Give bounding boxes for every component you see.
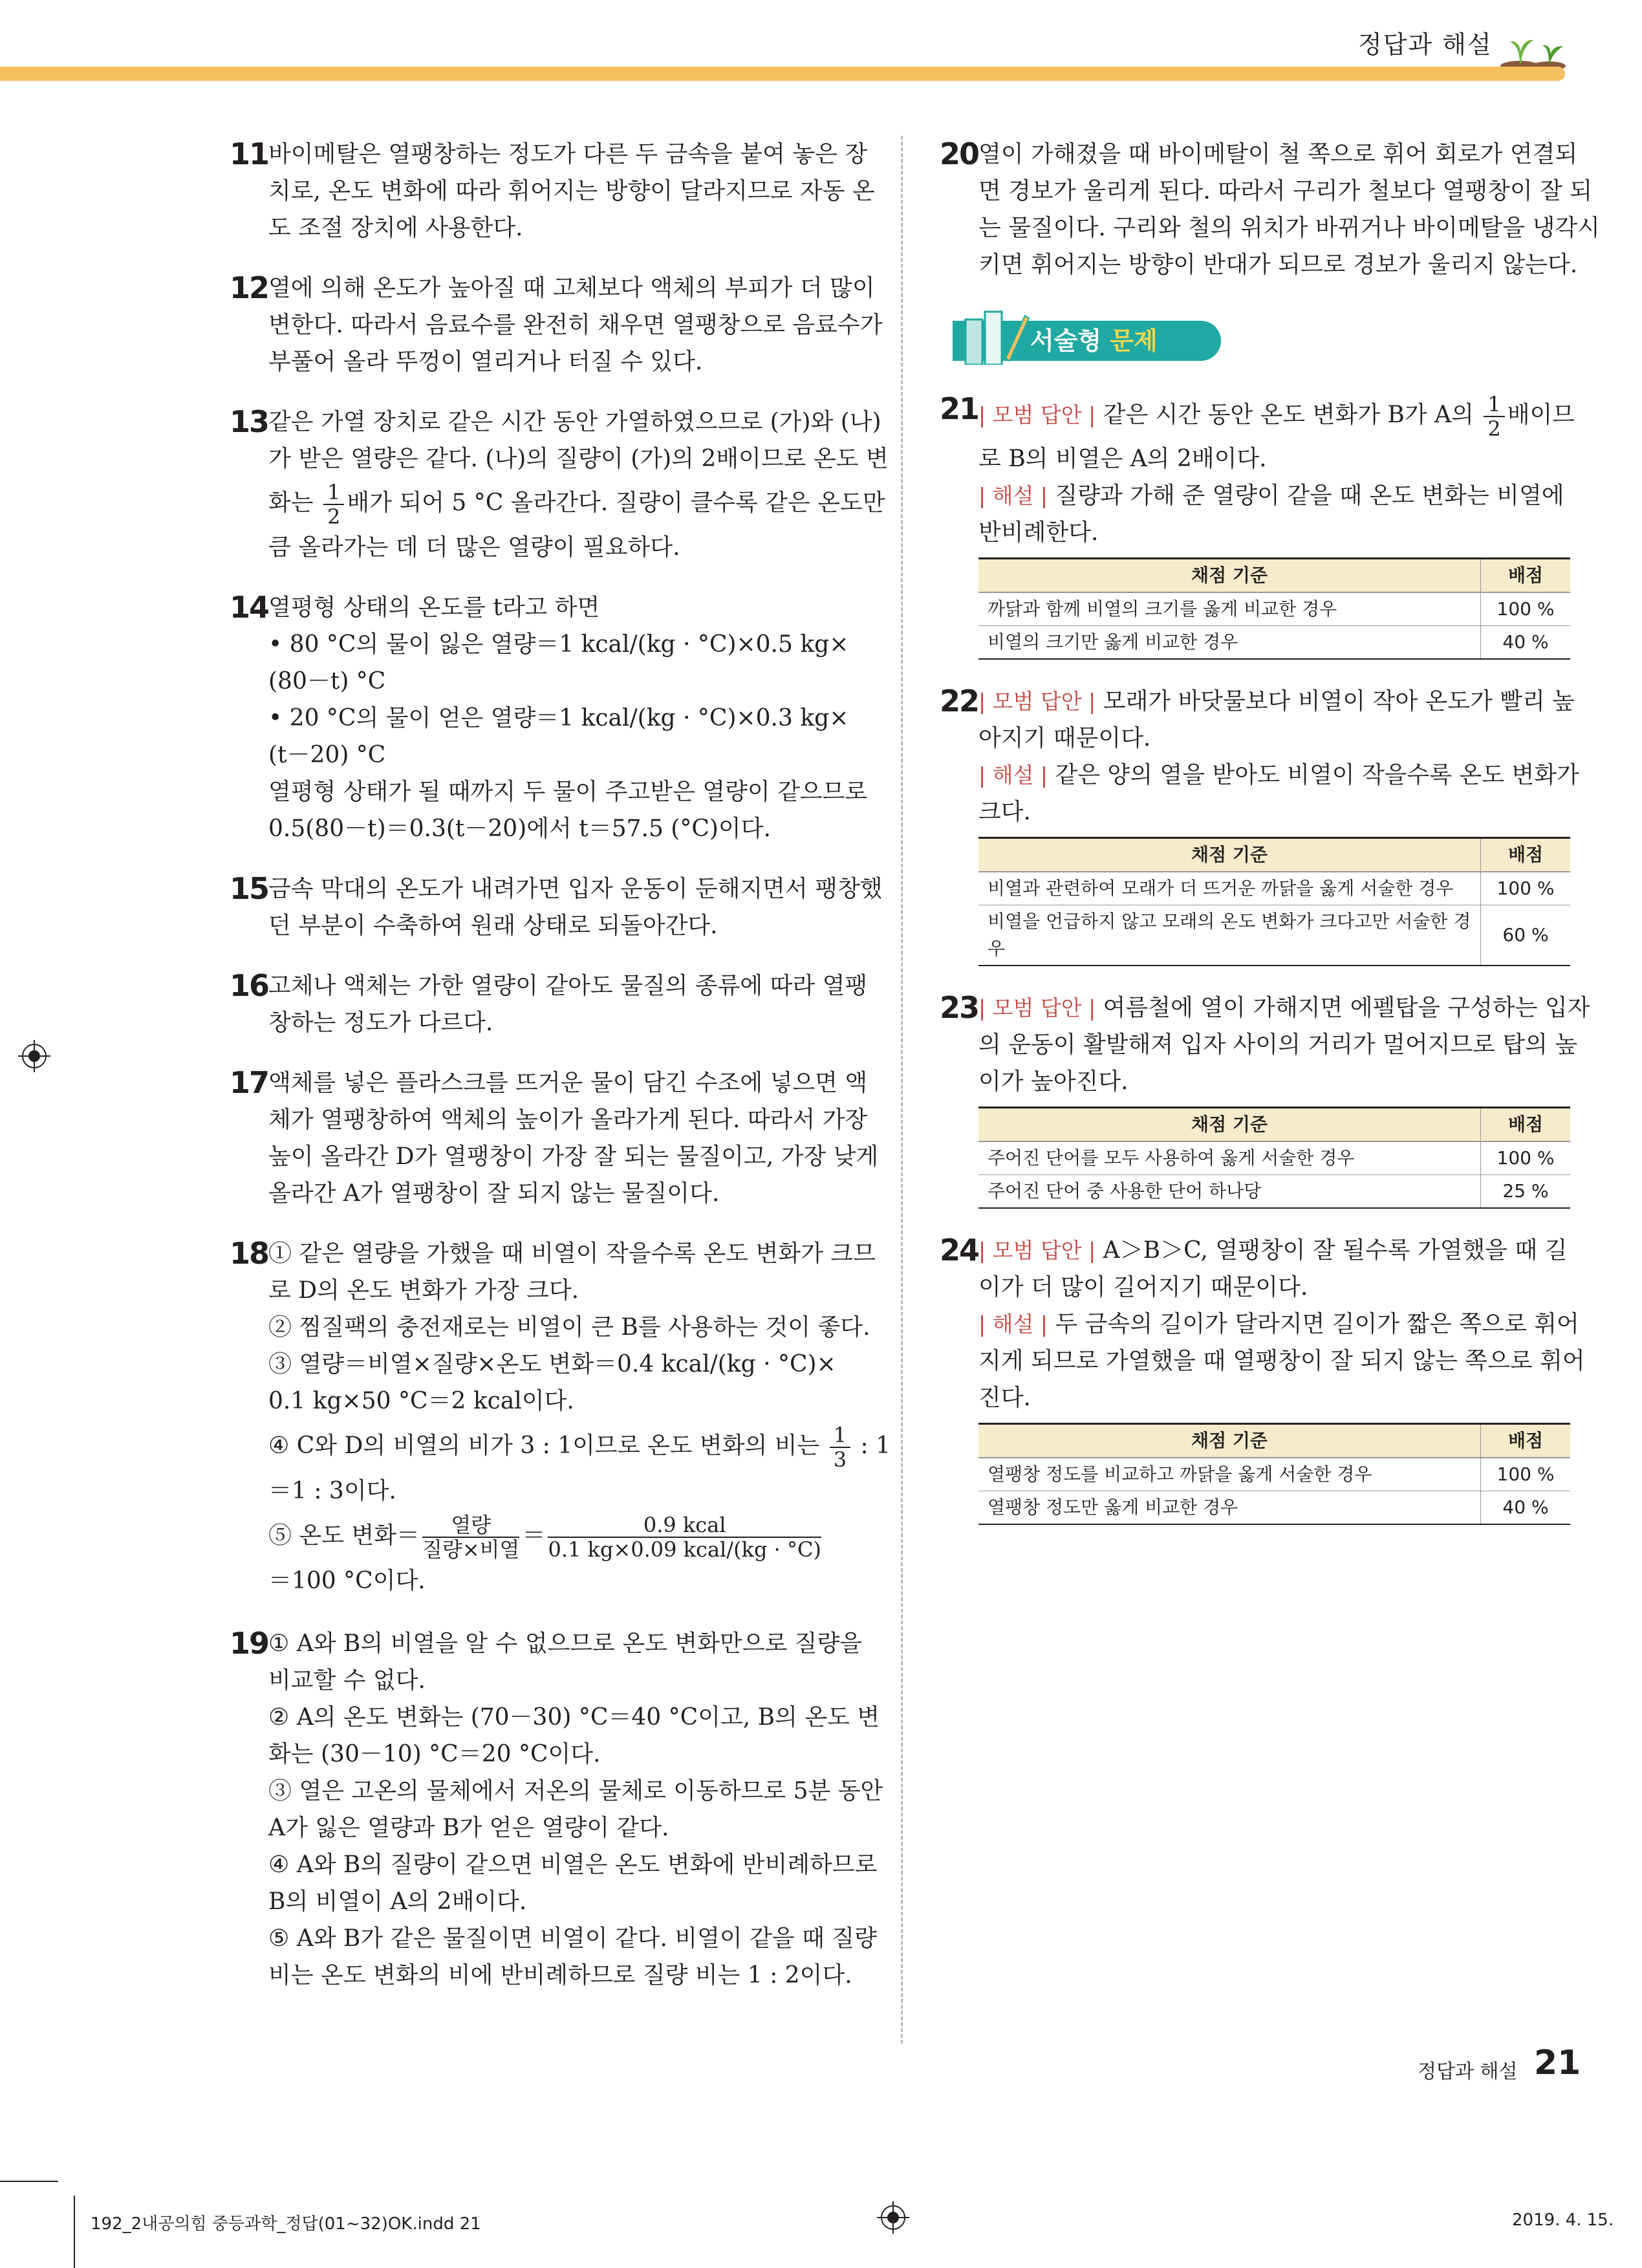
model-answer <box>978 1232 1577 1269</box>
question-number: 15 <box>230 871 269 906</box>
answer-text: 면 경보가 울리게 된다. 따라서 구리가 철보다 열팽창이 잘 되 <box>978 178 1593 204</box>
answer-text: 의 운동이 활발해져 입자 사이의 거리가 멀어지므로 탑의 높 <box>978 1031 1578 1058</box>
answer-22 <box>940 683 1577 830</box>
answer-text: 0.5(80－t)＝0.3(t－20)에서 t＝57.5 (°C)이다. <box>268 815 771 842</box>
fraction <box>830 1423 850 1471</box>
table-row <box>978 626 1570 660</box>
rubric-criteria: 주어진 단어를 모두 사용하여 옳게 서술한 경우 <box>978 1141 1481 1175</box>
fraction-denominator: 3 <box>833 1447 847 1472</box>
rubric-points: 40 % <box>1481 1491 1571 1525</box>
answer-text: ① A와 B의 비열을 알 수 없으므로 온도 변화만으로 질량을 <box>268 1630 863 1657</box>
question-number: 14 <box>230 590 269 625</box>
answer-text: 액체를 넣은 플라스크를 뜨거운 물이 담긴 수조에 넣으면 액 <box>268 1070 868 1096</box>
rubric-points: 60 % <box>1481 905 1571 966</box>
answer-text: 열에 의해 온도가 높아질 때 고체보다 액체의 부피가 더 많이 <box>268 275 875 301</box>
answer-20 <box>940 136 1600 283</box>
question-number: 22 <box>940 684 979 718</box>
answer-text: 도 조절 장치에 사용한다. <box>268 215 523 241</box>
model-answer-tag: | 모범 답안 | <box>978 689 1096 714</box>
table-row <box>978 1141 1570 1175</box>
text-segment: : 1 <box>853 1432 891 1459</box>
answer-text: 로 D의 온도 변화가 가장 크다. <box>268 1277 579 1304</box>
fraction-denominator: 0.1 kg×0.09 kcal/(kg · °C) <box>548 1537 821 1562</box>
fraction-denominator: 2 <box>1487 416 1501 441</box>
fraction <box>548 1513 821 1561</box>
answer-text: ② A의 온도 변화는 (70－30) °C＝40 °C이고, B의 온도 변 <box>268 1704 880 1731</box>
text-segment: A＞B＞C, 열팽창이 잘 될수록 가열했을 때 길 <box>1103 1237 1568 1264</box>
model-answer <box>978 683 1577 720</box>
table-row <box>978 592 1570 626</box>
table-row <box>978 905 1570 966</box>
answer-text: (80－t) °C <box>268 668 386 695</box>
rubric-header-criteria: 채점 기준 <box>978 559 1481 593</box>
answer-23 <box>940 989 1590 1100</box>
pencil-ruler-icon <box>946 307 1030 365</box>
answer-text: ③ 열량＝비열×질량×온도 변화＝0.4 kcal/(kg · °C)× <box>268 1351 836 1377</box>
model-answer-tag: | 모범 답안 | <box>978 995 1096 1021</box>
text-segment: 모래가 바닷물보다 비열이 작아 온도가 빨리 높 <box>1103 688 1575 715</box>
rubric-table-24 <box>978 1423 1570 1525</box>
footer-filename: 192_2내공의힘 중등과학_정답(01~32)OK.indd 21 <box>91 2214 481 2234</box>
explanation <box>978 477 1577 514</box>
text-segment: ⑤ 온도 변화＝ <box>268 1522 420 1549</box>
rubric-points: 100 % <box>1481 872 1571 905</box>
fraction-numerator: 열량 <box>422 1513 519 1538</box>
sprout-icon <box>1497 26 1568 71</box>
rubric-points: 25 % <box>1481 1175 1571 1209</box>
left-column <box>230 136 891 2017</box>
answer-16 <box>230 967 868 1041</box>
answer-text: 변한다. 따라서 음료수를 완전히 채우면 열팽창으로 음료수가 <box>268 312 883 338</box>
text-segment: 배이므 <box>1507 402 1575 428</box>
answer-text: ③ 열은 고온의 물체에서 저온의 물체로 이동하므로 5분 동안 <box>268 1778 883 1804</box>
model-answer-tag: | 모범 답안 | <box>978 1238 1096 1263</box>
answer-text: 는 물질이다. 구리와 철의 위치가 바뀌거나 바이메탈을 냉각시 <box>978 215 1600 241</box>
answer-text: A가 잃은 열량과 B가 얻은 열량이 같다. <box>268 1815 669 1841</box>
text-segment: 같은 양의 열을 받아도 비열이 작을수록 온도 변화가 <box>1055 762 1579 788</box>
answer-text: 열이 가해졌을 때 바이메탈이 철 쪽으로 휘어 회로가 연결되 <box>978 141 1578 167</box>
answer-text: 던 부분이 수축하여 원래 상태로 되돌아간다. <box>268 913 718 939</box>
answer-text: 이가 더 많이 길어지기 때문이다. <box>978 1274 1308 1301</box>
fraction-numerator: 1 <box>323 481 344 505</box>
text-segment: 여름철에 열이 가해지면 에펠탑을 구성하는 입자 <box>1103 995 1590 1021</box>
answer-text: 창하는 정도가 다르다. <box>268 1010 493 1036</box>
question-number: 12 <box>230 270 269 305</box>
rubric-header-points: 배점 <box>1481 838 1571 872</box>
answer-text: 진다. <box>978 1385 1031 1411</box>
section-title-main: 서술형 <box>1030 327 1102 355</box>
answer-text: 가 받은 열량은 같다. (나)의 질량이 (가)의 2배이므로 온도 변 <box>268 446 889 472</box>
answer-text: • 80 °C의 물이 잃은 열량＝1 kcal/(kg · °C)×0.5 kg× <box>268 631 849 658</box>
rubric-header-criteria: 채점 기준 <box>978 1424 1481 1458</box>
question-number: 18 <box>230 1236 269 1271</box>
header-bar <box>0 67 1565 81</box>
answer-text: 열평형 상태의 온도를 t라고 하면 <box>268 594 600 621</box>
table-row <box>978 1458 1570 1491</box>
rubric-points: 100 % <box>1481 1458 1571 1491</box>
answer-text: 열평형 상태가 될 때까지 두 물이 주고받은 열량이 같으므로 <box>268 779 868 805</box>
answer-text: • 20 °C의 물이 얻은 열량＝1 kcal/(kg · °C)×0.3 kg× <box>268 705 849 731</box>
section-title-accent: 문제 <box>1110 327 1158 355</box>
rubric-criteria: 비열과 관련하여 모래가 더 뜨거운 까닭을 옳게 서술한 경우 <box>978 872 1481 905</box>
section-heading <box>940 307 1577 365</box>
explanation-tag: | 해설 | <box>978 762 1048 788</box>
answer-19 <box>230 1625 883 1994</box>
answer-text: 비교할 수 없다. <box>268 1667 426 1694</box>
answer-text: (t－20) °C <box>268 742 386 768</box>
page-number: 21 <box>1534 2044 1581 2082</box>
table-row <box>978 1491 1570 1525</box>
answer-text <box>268 477 885 529</box>
answer-text: ① 같은 열량을 가했을 때 비열이 작을수록 온도 변화가 크므 <box>268 1240 876 1267</box>
answer-17 <box>230 1064 879 1212</box>
rubric-points: 100 % <box>1481 1141 1571 1175</box>
text-segment: 같은 시간 동안 온도 변화가 B가 A의 <box>1103 402 1482 428</box>
answer-text: 로 B의 비열은 A의 2배이다. <box>978 446 1267 472</box>
model-answer <box>978 989 1590 1026</box>
text-segment: 두 금속의 길이가 달라지면 길이가 짧은 쪽으로 휘어 <box>1055 1311 1579 1337</box>
answer-text: 치로, 온도 변화에 따라 휘어지는 방향이 달라지므로 자동 온 <box>268 178 875 204</box>
answer-text: 높이 올라간 D가 열팽창이 가장 잘 되는 물질이고, 가장 낮게 <box>268 1143 879 1170</box>
question-number: 13 <box>230 404 269 439</box>
answer-21 <box>940 391 1577 551</box>
table-row <box>978 1175 1570 1209</box>
explanation <box>978 757 1577 794</box>
fraction-denominator: 질량×비열 <box>422 1537 520 1562</box>
model-answer-tag: | 모범 답안 | <box>978 402 1096 427</box>
answer-text: ＝100 °C이다. <box>268 1568 426 1594</box>
rubric-table-21 <box>978 557 1570 660</box>
explanation-tag: | 해설 | <box>978 1312 1048 1337</box>
rubric-header-points: 배점 <box>1481 1424 1571 1458</box>
question-number: 11 <box>230 136 269 171</box>
text-segment: 질량과 가해 준 열량이 같을 때 온도 변화는 비열에 <box>1055 482 1564 509</box>
fraction <box>422 1513 519 1561</box>
question-number: 23 <box>940 990 979 1025</box>
answer-text: 키면 휘어지는 방향이 반대가 되므로 경보가 울리지 않는다. <box>978 252 1578 278</box>
section-title <box>1030 323 1158 358</box>
footer-date: 2019. 4. 15. <box>1512 2210 1614 2230</box>
answer-text: 큼 올라가는 데 더 많은 열량이 필요하다. <box>268 534 680 561</box>
rubric-criteria: 열팽창 정도만 옳게 비교한 경우 <box>978 1491 1481 1525</box>
rubric-criteria: 까닭과 함께 비열의 크기를 옳게 비교한 경우 <box>978 592 1481 626</box>
answer-text: 바이메탈은 열팽창하는 정도가 다른 두 금속을 붙여 놓은 장 <box>268 141 868 167</box>
answer-text: 이가 높아진다. <box>978 1068 1129 1095</box>
explanation <box>978 1306 1577 1343</box>
crop-mark <box>0 2181 58 2182</box>
answer-text: 부풀어 올라 뚜껑이 열리거나 터질 수 있다. <box>268 349 703 375</box>
answer-18 <box>230 1235 891 1599</box>
answer-text: 크다. <box>978 799 1031 825</box>
text-segment: 배가 되어 5 °C 올라간다. 질량이 클수록 같은 온도만 <box>347 490 885 516</box>
rubric-table-23 <box>978 1107 1570 1209</box>
answer-text: ④ A와 B의 질량이 같으면 비열은 온도 변화에 반비례하므로 <box>268 1852 878 1878</box>
question-number: 21 <box>940 391 979 426</box>
question-number: 19 <box>230 1626 269 1661</box>
fraction-denominator: 2 <box>327 504 341 529</box>
question-number: 20 <box>940 136 979 171</box>
rubric-header-criteria: 채점 기준 <box>978 1108 1481 1142</box>
answer-14 <box>230 589 868 847</box>
rubric-criteria: 비열의 크기만 옳게 비교한 경우 <box>978 626 1481 660</box>
header-title: 정답과 해설 <box>1358 30 1493 59</box>
question-number: 17 <box>230 1065 269 1100</box>
answer-text: 같은 가열 장치로 같은 시간 동안 가열하였으므로 (가)와 (나) <box>268 409 881 435</box>
registration-mark-icon <box>18 1040 50 1072</box>
rubric-criteria: 비열을 언급하지 않고 모래의 온도 변화가 크다고만 서술한 경우 <box>978 905 1481 966</box>
answer-text: B의 비열이 A의 2배이다. <box>268 1888 527 1915</box>
registration-mark-icon <box>877 2201 909 2234</box>
answer-text: 0.1 kg×50 °C＝2 kcal이다. <box>268 1388 574 1414</box>
rubric-header-points: 배점 <box>1481 1108 1571 1142</box>
fraction-numerator: 1 <box>1484 393 1504 417</box>
column-divider <box>901 136 903 2044</box>
question-number: 24 <box>940 1233 979 1268</box>
question-number: 16 <box>230 968 269 1003</box>
fraction <box>1484 393 1504 440</box>
answer-text: ＝1 : 3이다. <box>268 1478 396 1504</box>
text-segment: ④ C와 D의 비열의 비가 3 : 1이므로 온도 변화의 비는 <box>268 1432 827 1459</box>
rubric-header-points: 배점 <box>1481 559 1571 593</box>
crop-mark <box>74 2196 75 2268</box>
answer-text: 지게 되므로 가열했을 때 열팽창이 잘 되지 않는 쪽으로 휘어 <box>978 1348 1585 1374</box>
rubric-header-criteria: 채점 기준 <box>978 838 1481 872</box>
answer-11 <box>230 136 875 246</box>
answer-text: 비는 온도 변화의 비에 반비례하므로 질량 비는 1 : 2이다. <box>268 1962 852 1989</box>
fraction <box>323 481 344 528</box>
answer-text: 금속 막대의 온도가 내려가면 입자 운동이 둔해지면서 팽창했 <box>268 876 883 902</box>
answer-text: 체가 열팽창하여 액체의 높이가 올라가게 된다. 따라서 가장 <box>268 1107 868 1133</box>
rubric-criteria: 열팽창 정도를 비교하고 까닭을 옳게 서술한 경우 <box>978 1458 1481 1491</box>
answer-24 <box>940 1232 1585 1416</box>
table-row <box>978 872 1570 905</box>
rubric-table-22 <box>978 837 1570 966</box>
fraction-numerator: 0.9 kcal <box>548 1513 821 1538</box>
answer-text <box>268 1420 891 1473</box>
answer-text: 아지기 때문이다. <box>978 725 1151 751</box>
text-segment: ＝ <box>522 1522 546 1549</box>
answer-text: ② 찜질팩의 충전재로는 비열이 큰 B를 사용하는 것이 좋다. <box>268 1314 870 1341</box>
answer-text: 고체나 액체는 가한 열량이 같아도 물질의 종류에 따라 열팽 <box>268 973 868 999</box>
rubric-points: 40 % <box>1481 626 1571 660</box>
fraction-numerator: 1 <box>830 1423 850 1448</box>
page-label: 정답과 해설 <box>1418 2060 1518 2083</box>
answer-text <box>268 1509 860 1562</box>
rubric-criteria: 주어진 단어 중 사용한 단어 하나당 <box>978 1175 1481 1209</box>
answer-text: 반비례한다. <box>978 519 1099 546</box>
model-answer <box>978 391 1577 440</box>
text-segment: 화는 <box>268 490 321 516</box>
rubric-points: 100 % <box>1481 592 1571 626</box>
explanation-tag: | 해설 | <box>978 483 1048 508</box>
answer-12 <box>230 270 883 380</box>
answer-text: 올라간 A가 열팽창이 잘 되지 않는 물질이다. <box>268 1180 720 1207</box>
right-column <box>940 136 1600 1548</box>
answer-text: 화는 (30－10) °C＝20 °C이다. <box>268 1741 601 1767</box>
answer-13 <box>230 404 889 566</box>
answer-text: ⑤ A와 B가 같은 물질이면 비열이 같다. 비열이 같을 때 질량 <box>268 1925 877 1952</box>
answer-15 <box>230 870 883 944</box>
